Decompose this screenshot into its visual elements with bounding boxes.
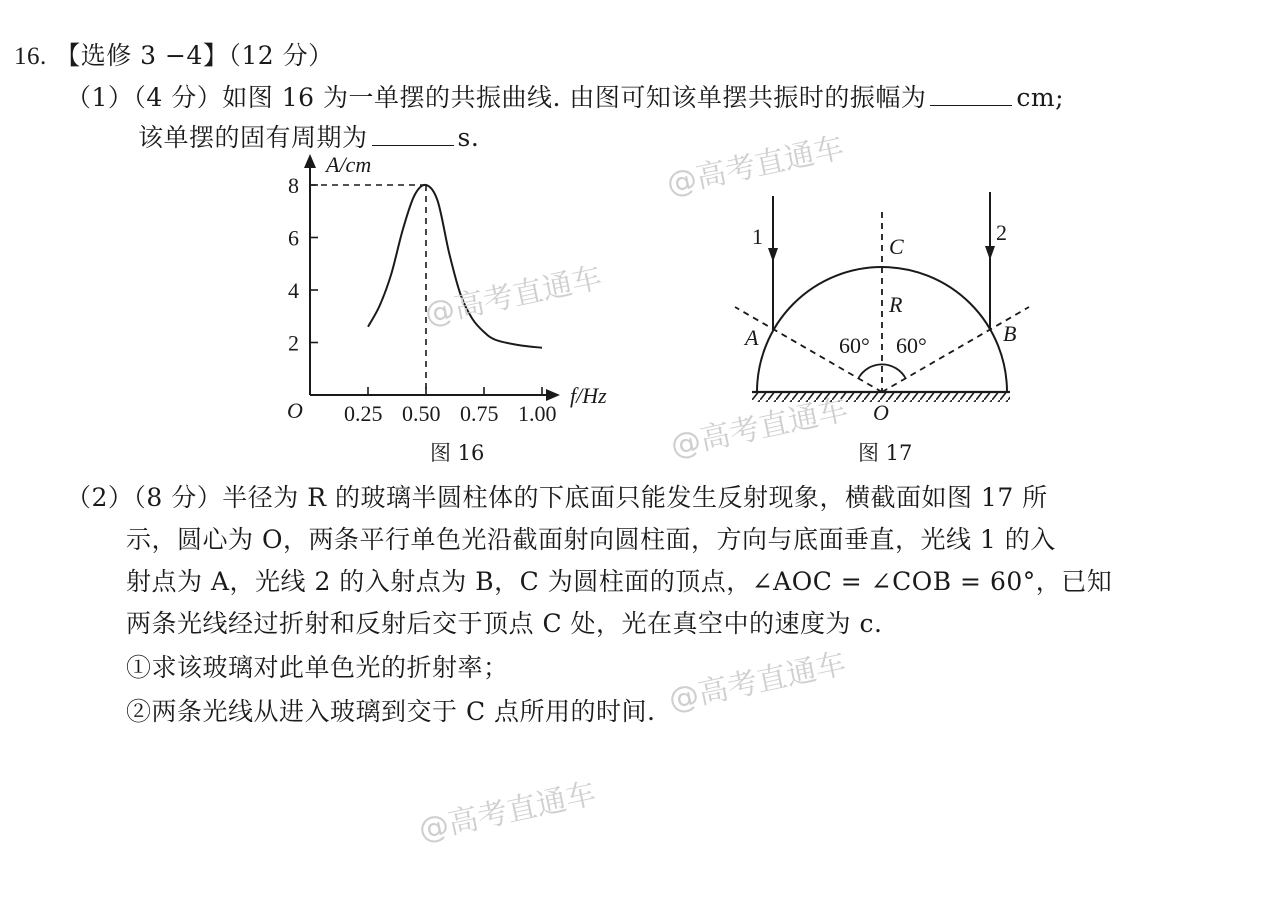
fig17-semicircle	[757, 267, 1007, 392]
fig16-x-tick-label: 1.00	[518, 401, 557, 426]
fig17-label-o: O	[873, 400, 889, 425]
fig17-label-2: 2	[996, 220, 1007, 245]
fig17-label-r: R	[889, 292, 903, 317]
fig17-label-1: 1	[752, 224, 763, 249]
question-number: 16.	[14, 43, 47, 70]
fig17-caption: 图 17	[858, 441, 913, 465]
fig17-angle-left: 60°	[839, 333, 870, 358]
fig17-label-b: B	[1003, 321, 1017, 346]
watermark: @高考直通车	[667, 392, 852, 465]
part2-subq-1: ①求该玻璃对此单色光的折射率；	[126, 653, 509, 682]
part1-unit1: cm;	[1016, 83, 1065, 112]
fig16-y-arrow	[304, 154, 316, 168]
part1-unit2: s.	[457, 123, 480, 152]
part2-line-2: 示，圆心为 O，两条平行单色光沿截面射向圆柱面，方向与底面垂直，光线 1 的入	[126, 525, 1056, 554]
fig17-diagram	[735, 192, 1029, 425]
fig16-y-tick-label: 4	[288, 278, 299, 303]
fig16-x-tick-label: 0.25	[344, 401, 383, 426]
fig17-ray1-arrow	[768, 248, 778, 262]
watermark: @高考直通车	[421, 260, 606, 333]
fig16-caption: 图 16	[430, 441, 485, 465]
fig16-y-tick-label: 6	[288, 225, 299, 251]
watermark: @高考直通车	[665, 646, 850, 719]
fig16-x-arrow	[546, 389, 560, 401]
watermark: @高考直通车	[663, 130, 848, 203]
fig16-y-tick-label: 2	[288, 330, 299, 356]
fig17-angle-right: 60°	[896, 333, 927, 358]
fig17-ray2-arrow	[985, 246, 995, 260]
fig16-x-tick-label: 0.50	[402, 401, 441, 426]
part2-subq-2: ②两条光线从进入玻璃到交于 C 点所用的时间.	[126, 697, 656, 726]
part2-line-1: （2）（8 分）半径为 R 的玻璃半圆柱体的下底面只能发生反射现象，横截面如图 17 所	[66, 483, 1048, 512]
fig17-label-c: C	[889, 234, 904, 259]
question-section: 【选修 3 −4】（12 分）	[55, 41, 334, 70]
fig17-label-a: A	[745, 325, 759, 350]
fig16-origin: O	[287, 398, 303, 423]
part1-text2: 该单摆的固有周期为	[138, 123, 368, 152]
fig16-x-tick-label: 0.75	[460, 401, 499, 426]
fig16-y-tick-label: 8	[288, 173, 299, 198]
watermark: @高考直通车	[415, 776, 600, 849]
part2-line-3: 射点为 A，光线 2 的入射点为 B，C 为圆柱面的顶点，∠AOC = ∠COB = 60°，已知	[126, 567, 1113, 596]
part2-line-4: 两条光线经过折射和反射后交于顶点 C 处，光在真空中的速度为 c.	[126, 609, 883, 638]
fig16-ylabel: A/cm	[326, 152, 372, 177]
part1-text1: （1）（4 分）如图 16 为一单摆的共振曲线. 由图可知该单摆共振时的振幅为	[66, 83, 927, 112]
fig16-xlabel: f/Hz	[570, 383, 607, 408]
